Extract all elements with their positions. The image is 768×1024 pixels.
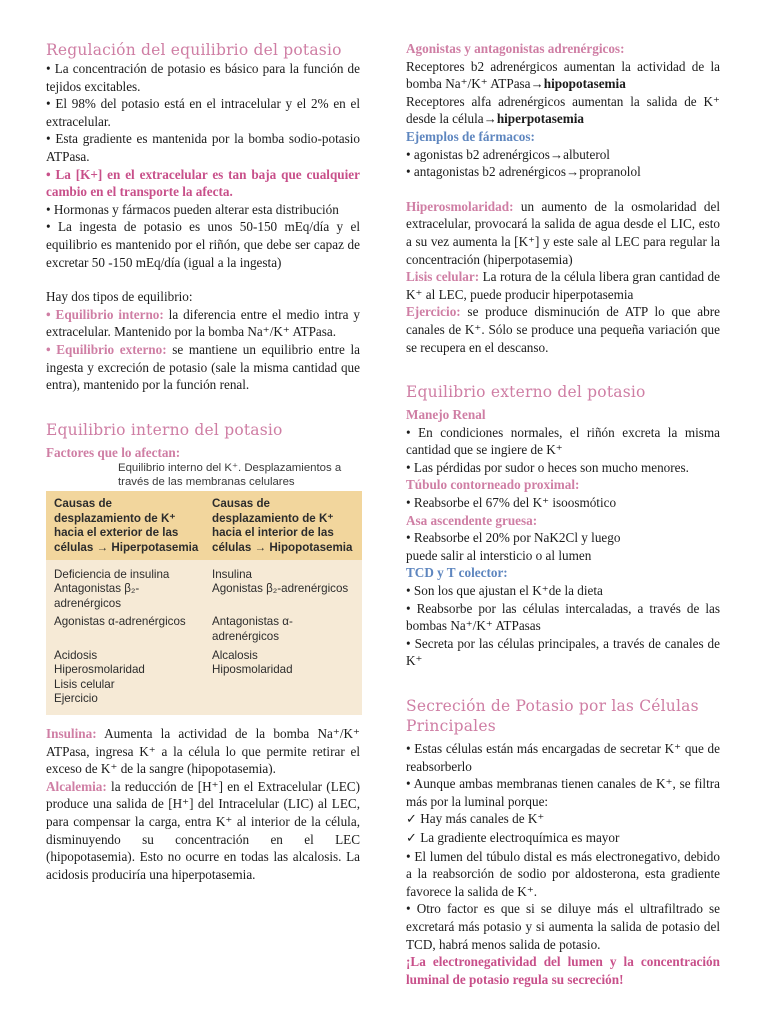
equilibrio-interno-def — [46, 306, 360, 341]
asa-continuation: puede salir al intersticio o al lumen — [406, 547, 592, 563]
table-cell: Lisis celular — [54, 677, 115, 691]
bullet-membranas: • Aunque ambas membranas tienen canales de K⁺, se filtra más por la luminal porque: — [406, 776, 720, 809]
bullet-otro-factor: • Otro factor es que si se diluye más el ultrafiltrado se excretará más potasio y si aumenta la salida de potasio del TCD, habrá menos salida de potasio. — [406, 901, 720, 952]
table-cell: Agonistas β₂-adrenérgicos — [212, 582, 349, 596]
section-title-equilibrio-externo: Equilibrio externo del potasio — [406, 383, 646, 402]
equilibrio-externo-def — [46, 341, 360, 394]
table-row — [46, 649, 362, 664]
bullet-98-porciento: • El 98% del potasio está en el intracelular y el 2% en el extracelular. — [46, 96, 360, 129]
ejercicio-text: se produce disminución de ATP lo que abre canales de K⁺. Sólo se produce una pequeña variación que se recupera en el descanso. — [406, 304, 720, 355]
table-cell: Hiperosmolaridad — [54, 663, 145, 677]
equilibrio-interno-text: la diferencia entre el medio intra y extracelular. Mantenido por la bomba Na⁺/K⁺ ATPasa. — [46, 306, 360, 340]
right-column — [406, 40, 720, 988]
table-cell: Deficiencia de insulina — [54, 567, 170, 581]
receptores-alfa-text: Receptores alfa adrenérgicos aumentan la salida de K⁺ desde la célula — [406, 93, 720, 127]
alcalemia-label: Alcalemia: — [46, 778, 107, 794]
agonistas-title: Agonistas y antagonistas adrenérgicos: — [406, 41, 625, 56]
hiperosmolaridad-paragraph — [406, 198, 720, 268]
alcalemia-text: la reducción de [H⁺] en el Extracelular (LEC) produce una salida de [H⁺] del Intracelular (LIC) al LEC, para compensar la carga, entra K⁺ al interior de la célula, disminuyendo su concentración en el LEC (hipopotasemia). Esto no ocurre en todas las alcalosis. La acidosis produciría una hiperpotasemia. — [46, 778, 360, 882]
check-item — [406, 810, 720, 829]
table-cell — [204, 692, 362, 715]
alcalemia-paragraph — [46, 778, 360, 884]
bullet-asa: • Reabsorbe el 20% por NaK2Cl y luego — [406, 530, 621, 546]
bullet-tcp: • Reabsorbe el 67% del K⁺ isoosmótico — [406, 495, 617, 511]
tcd-label: TCD y T colector: — [406, 565, 508, 581]
bullet-ingesta: • La ingesta de potasio es unos 50-150 mEq/día y el equilibrio es mantenido por el riñón, que debe ser capaz de excretar 50 -150 mEq/día (igual a la ingesta) — [46, 219, 360, 270]
bullet-concentracion: • La concentración de potasio es básico para la función de tejidos excitables. — [46, 61, 360, 94]
bullet-secretar: • Estas células están más encargadas de secretar K⁺ que de reabsorberlo — [406, 741, 720, 774]
bullet-k-extracelular: • La [K+] en el extracelular es tan baja que cualquier cambio en el transporte la afecta. — [46, 166, 360, 200]
check-mark-icon: ✓ — [406, 812, 417, 828]
equilibrio-interno-table — [46, 491, 362, 715]
factores-label: Factores que lo afectan: — [46, 444, 181, 460]
lisis-text: La rotura de la célula libera gran cantidad de K⁺ al LEC, puede producir hiperpotasemia — [406, 269, 720, 302]
bullet-perdidas: • Las pérdidas por sudor o heces son mucho menores. — [406, 459, 689, 475]
tcp-label: Túbulo contorneado proximal: — [406, 477, 580, 493]
table-cell: Hiposmolaridad — [212, 663, 293, 677]
table-caption: Equilibrio interno del K⁺. Desplazamientos a través de las membranas celulares — [118, 462, 342, 489]
table-row — [46, 582, 362, 615]
insulina-label: Insulina: — [46, 726, 97, 741]
table-header-hipopotasemia: Causas de desplazamiento de K⁺ hacia el interior de las células → Hipopotasemia — [204, 491, 362, 559]
table-row — [46, 663, 362, 678]
insulina-paragraph — [46, 725, 360, 778]
manejo-renal-label: Manejo Renal — [406, 407, 486, 423]
check-item-text: Hay más canales de K⁺ — [420, 811, 545, 827]
section-title-secrecion: Secreción de Potasio por las Células Principales — [406, 697, 699, 735]
hiperosmolaridad-text: un aumento de la osmolaridad del extracelular, provocará la salida de agua desde el LIC, esto a su vez aumenta la [K⁺] y este sale al LEC para regular la concentración (hiperpotasemia) — [406, 198, 720, 267]
asa-label: Asa ascendente gruesa: — [406, 512, 538, 528]
insulina-text: Aumenta la actividad de la bomba Na⁺/K⁺ ATPasa, ingresa K⁺ a la célula lo que permite retirar el exceso de K⁺ de la sangre (hipopotasemia). — [46, 726, 360, 777]
lisis-label: Lisis celular: — [406, 269, 480, 285]
table-cell: Agonistas α-adrenérgicos — [54, 615, 186, 629]
table-cell: Insulina — [212, 567, 252, 581]
check-item-text: La gradiente electroquímica es mayor — [420, 829, 620, 845]
final-statement: ¡La electronegatividad del lumen y la concentración luminal de potasio regula su secreción! — [406, 954, 720, 987]
table-row — [46, 568, 362, 583]
ejemplo-propranolol: • antagonistas b2 adrenérgicos→propranolol — [406, 164, 641, 180]
left-column — [46, 40, 360, 883]
section-title-equilibrio-interno: Equilibrio interno del potasio — [46, 420, 283, 439]
equilibrio-interno-label: • Equilibrio interno: — [46, 306, 164, 322]
section-title-regulacion: Regulación del equilibrio del potasio — [46, 41, 342, 59]
ejemplos-label: Ejemplos de fármacos: — [406, 128, 535, 144]
check-mark-icon: ✓ — [406, 830, 417, 846]
equilibrio-externo-text: se mantiene un equilibrio entre la ingesta y excreción de potasio (sale la misma cantidad que entra), mantenido por la función renal. — [46, 341, 360, 393]
table-cell: Acidosis — [54, 648, 98, 662]
table-cell: Antagonistas β₂-adrenérgicos — [54, 582, 140, 610]
lisis-paragraph — [406, 268, 720, 303]
table-header-hiperpotasemia: Causas de desplazamiento de K⁺ hacia el exterior de las células → Hiperpotasemia — [46, 491, 204, 559]
table-cell: Ejercicio — [54, 692, 98, 706]
equilibrio-externo-label: • Equilibrio externo: — [46, 341, 167, 357]
hiperosmolaridad-label: Hiperosmolaridad: — [406, 198, 514, 214]
bullet-gradiente: • Esta gradiente es mantenida por la bomba sodio-potasio ATPasa. — [46, 131, 360, 164]
bullet-tcd-dieta: • Son los que ajustan el K⁺de la dieta — [406, 583, 603, 599]
tipos-equilibrio: Hay dos tipos de equilibrio: — [46, 289, 193, 305]
bullet-tcd-principales: • Secreta por las células principales, a través de canales de K⁺ — [406, 635, 720, 669]
table-cell — [204, 678, 362, 693]
bullet-lumen: • El lumen del túbulo distal es más electronegativo, debido a la reabsorción de sodio por aldosterona, esta gradiente favorece la salida de K⁺. — [406, 848, 720, 899]
ejercicio-paragraph — [406, 303, 720, 356]
receptores-b2-text: Receptores b2 adrenérgicos aumentan la actividad de la bomba Na⁺/K⁺ ATPasa — [406, 58, 720, 92]
table-header-row — [46, 491, 362, 559]
table-cell: Antagonistas α-adrenérgicos — [212, 615, 293, 644]
ejercicio-label: Ejercicio: — [406, 304, 461, 320]
receptores-b2-result: →hipopotasemia — [530, 76, 626, 92]
receptores-alfa-result: →hiperpotasemia — [483, 111, 584, 127]
check-item — [406, 829, 720, 848]
table-cell: Alcalosis — [212, 648, 258, 662]
receptores-b2 — [406, 58, 720, 93]
bullet-rinon-excreta: • En condiciones normales, el riñón excreta la misma cantidad que se ingiere de K⁺ — [406, 424, 720, 458]
bullet-hormonas: • Hormonas y fármacos pueden alterar esta distribución — [46, 201, 339, 217]
bullet-tcd-intercaladas: • Reabsorbe por las células intercaladas, a través de las bombas Na⁺/K⁺ ATPasas — [406, 600, 720, 634]
table-row — [46, 678, 362, 693]
ejemplo-albuterol: • agonistas b2 adrenérgicos→albuterol — [406, 146, 610, 162]
table-row — [46, 615, 362, 648]
table-row — [46, 692, 362, 715]
receptores-alfa — [406, 93, 720, 128]
